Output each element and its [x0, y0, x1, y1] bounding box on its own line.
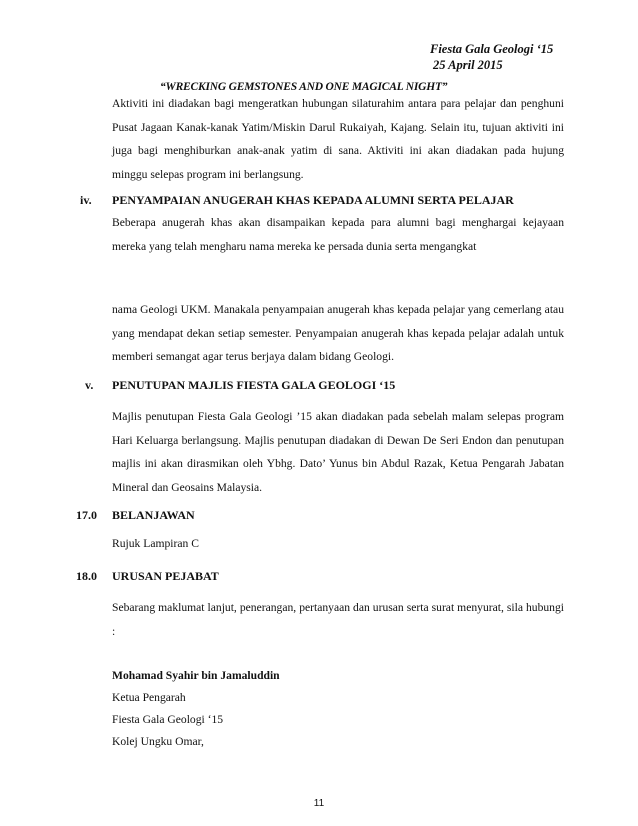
contact-address: Kolej Ungku Omar, [112, 735, 204, 748]
contact-role: Ketua Pengarah [112, 691, 186, 704]
header-subtitle: “WRECKING GEMSTONES AND ONE MAGICAL NIGHT” [160, 81, 448, 93]
section-18-number: 18.0 [76, 569, 97, 583]
header-date: 25 April 2015 [433, 58, 503, 72]
section-18-title: URUSAN PEJABAT [112, 569, 219, 583]
section-17-number: 17.0 [76, 508, 97, 522]
section-iv-number: iv. [80, 193, 92, 207]
section-v-number: v. [85, 378, 94, 392]
intro-paragraph: Aktiviti ini diadakan bagi mengeratkan hubungan silaturahim antara para pelajar dan penghuni Pusat Jagaan Kanak-kanak Yatim/Miskin Darul Rukaiyah, Kajang. Selain itu, tujuan aktiviti ini juga bagi menghiburkan anak-anak yatim di sana. Aktiviti ini akan diadakan pada hujung minggu selepas program ini berlangsung. [112, 97, 564, 181]
page-number: 11 [313, 798, 325, 809]
section-iv-paragraph-1: Beberapa anugerah khas akan disampaikan kepada para alumni bagi menghargai kejayaan mereka yang telah mengharu nama mereka ke persada dunia serta mengangkat [112, 216, 564, 253]
section-v-title: PENUTUPAN MAJLIS FIESTA GALA GEOLOGI ‘15 [112, 378, 396, 392]
contact-org: Fiesta Gala Geologi ‘15 [112, 713, 224, 726]
contact-name: Mohamad Syahir bin Jamaluddin [112, 669, 280, 682]
section-17-text: Rujuk Lampiran C [112, 537, 199, 550]
section-18-paragraph: Sebarang maklumat lanjut, penerangan, pertanyaan dan urusan serta surat menyurat, sila hubungi : [112, 601, 564, 638]
header-event: Fiesta Gala Geologi ‘15 [430, 42, 554, 56]
section-v-paragraph: Majlis penutupan Fiesta Gala Geologi ’15 akan diadakan pada sebelah malam selepas program Hari Keluarga berlangsung. Majlis penutupan diadakan di Dewan De Seri Endon dan penutupan majlis ini akan dirasmikan oleh Ybhg. Dato’ Yunus bin Abdul Razak, Ketua Pengarah Jabatan Mineral dan Geosains Malaysia. [112, 410, 564, 494]
section-iv-paragraph-2: nama Geologi UKM. Manakala penyampaian anugerah khas kepada pelajar yang cemerlang atau yang mendapat dekan setiap semester. Penyampaian anugerah khas kepada pelajar adalah untuk memberi semangat agar terus berjaya dalam bidang Geologi. [112, 303, 564, 364]
section-iv-title: PENYAMPAIAN ANUGERAH KHAS KEPADA ALUMNI SERTA PELAJAR [112, 193, 514, 207]
section-17-title: BELANJAWAN [112, 508, 195, 522]
